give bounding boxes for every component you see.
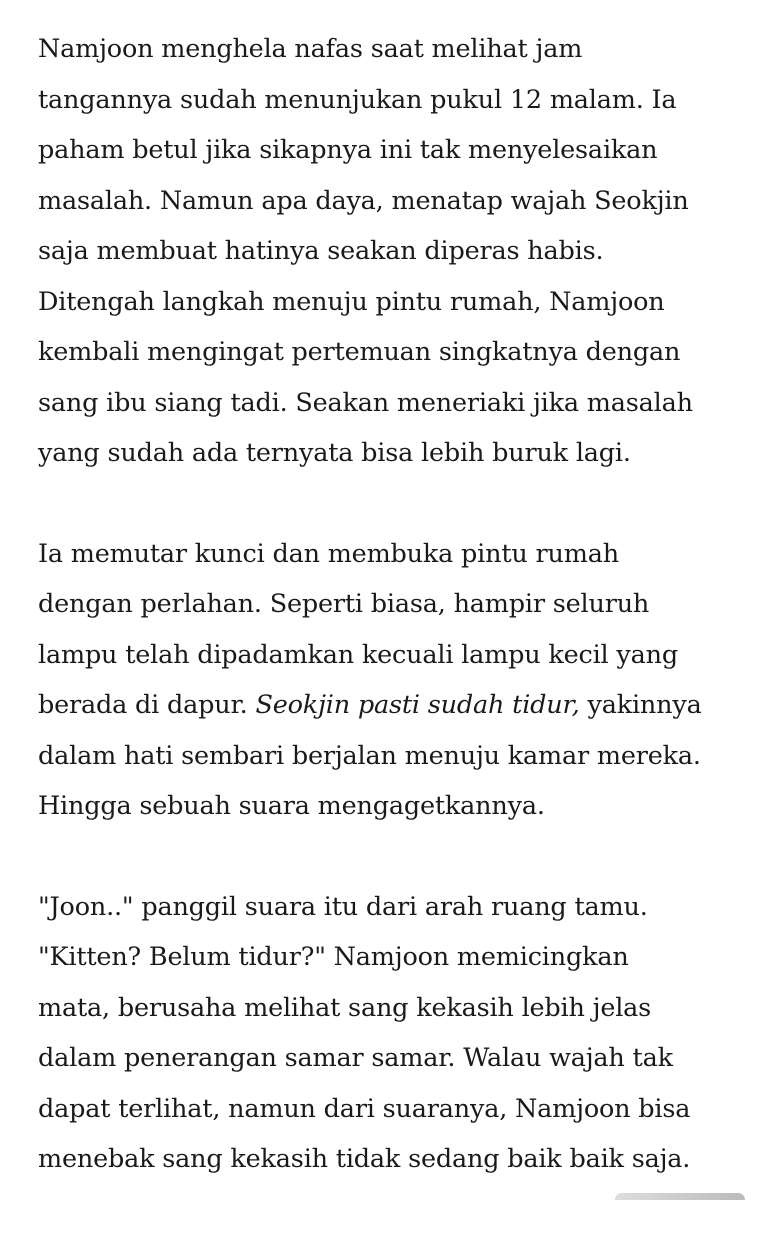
text-line: dalam penerangan samar samar. Walau wajah tak [38, 1043, 673, 1073]
paragraph-3 [38, 882, 738, 1185]
story-text [38, 24, 738, 1235]
text-line: Namjoon menghela nafas saat melihat jam [38, 34, 583, 64]
text-line: Ditengah langkah menuju pintu rumah, Namjoon [38, 286, 665, 317]
paragraph-1 [38, 24, 738, 479]
text-line-with-italic [38, 680, 738, 731]
text-line: Ia memutar kunci dan membuka pintu rumah [38, 538, 619, 569]
text-line: dengan perlahan. Seperti biasa, hampir seluruh [38, 589, 650, 619]
text-line: lampu telah dipadamkan kecuali lampu kecil yang [38, 639, 678, 670]
cut-off-shape [615, 1193, 745, 1200]
text-line: saja membuat hatinya seakan diperas habis. [38, 236, 604, 266]
text-line: yang sudah ada ternyata bisa lebih buruk lagi. [38, 438, 631, 468]
italic-thought: Seokjin pasti sudah tidur, [255, 690, 580, 720]
cut-off-element [615, 1190, 745, 1200]
text-line: menebak sang kekasih tidak sedang baik baik saja. [38, 1144, 691, 1174]
text-line: dapat terlihat, namun dari suaranya, Namjoon bisa [38, 1093, 691, 1124]
text-line: kembali mengingat pertemuan singkatnya dengan [38, 337, 681, 367]
text-segment: yakinnya [579, 690, 702, 720]
text-line: mata, berusaha melihat sang kekasih lebih jelas [38, 992, 652, 1023]
text-line: "Joon.." panggil suara itu dari arah ruang tamu. [38, 891, 648, 922]
text-line: "Kitten? Belum tidur?" Namjoon memicingkan [38, 942, 629, 972]
text-line: dalam hati sembari berjalan menuju kamar mereka. [38, 740, 701, 771]
paragraph-2 [38, 529, 738, 832]
text-line: paham betul jika sikapnya ini tak menyelesaikan [38, 135, 658, 165]
text-segment: berada di dapur. [38, 690, 256, 720]
text-line: sang ibu siang tadi. Seakan meneriaki jika masalah [38, 387, 693, 418]
text-line: tangannya sudah menunjukan pukul 12 malam. Ia [38, 84, 677, 115]
text-line: Hingga sebuah suara mengagetkannya. [38, 791, 545, 821]
text-line: masalah. Namun apa daya, menatap wajah Seokjin [38, 185, 689, 216]
